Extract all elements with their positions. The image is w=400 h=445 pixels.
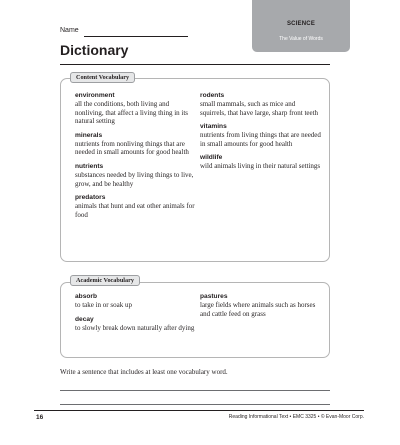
vocab-definition: animals that hunt and eat other animals for food — [75, 202, 195, 219]
vocab-entry — [75, 132, 195, 157]
vocab-definition: wild animals living in their natural settings — [200, 162, 321, 171]
page-number: 16 — [36, 414, 44, 421]
content-vocabulary-heading: Content Vocabulary — [70, 72, 135, 83]
vocab-term: environment — [75, 92, 115, 99]
vocab-definition: to take in or soak up — [75, 301, 132, 309]
name-label: Name — [60, 27, 79, 34]
academic-vocab-left-column — [75, 293, 195, 338]
writing-line[interactable] — [60, 404, 330, 405]
vocab-definition: large fields where animals such as horses and cattle feed on grass — [200, 301, 316, 318]
vocab-term: absorb — [75, 293, 97, 300]
vocab-entry — [200, 293, 322, 318]
academic-vocab-right-column — [200, 293, 322, 324]
vocab-term: nutrients — [75, 162, 104, 170]
vocab-entry — [200, 92, 322, 117]
name-line — [84, 36, 188, 37]
vocab-definition: to slowly break down naturally after dying — [75, 323, 195, 332]
vocab-entry — [200, 123, 322, 148]
writing-line[interactable] — [60, 390, 330, 391]
vocab-entry — [75, 194, 195, 219]
vocab-term: predators — [75, 194, 106, 202]
academic-vocabulary-heading: Academic Vocabulary — [70, 275, 140, 286]
vocab-entry — [75, 316, 195, 333]
lesson-subtitle: The Value of Words — [279, 36, 323, 42]
vocab-definition: nutrients from living things that are needed in small amounts for good health — [200, 131, 321, 148]
vocab-term: pastures — [200, 293, 228, 300]
vocab-term: decay — [75, 315, 94, 323]
vocab-term: vitamins — [200, 123, 227, 131]
subject-label: SCIENCE — [286, 21, 316, 27]
content-vocab-right-column — [200, 92, 322, 177]
vocab-term: wildlife — [200, 154, 223, 162]
vocab-definition: small mammals, such as mice and squirrels, that have large, sharp front teeth — [200, 100, 319, 117]
vocab-entry — [200, 154, 322, 171]
content-vocab-left-column — [75, 92, 195, 225]
footer-divider — [34, 410, 364, 411]
vocab-definition: all the conditions, both living and nonliving, that affect a living thing in its natural setting — [75, 100, 189, 126]
vocab-term: rodents — [200, 92, 225, 99]
vocab-term: minerals — [75, 131, 103, 139]
page-title: Dictionary — [60, 42, 129, 58]
writing-prompt: Write a sentence that includes at least one vocabulary word. — [60, 368, 228, 376]
title-divider — [60, 64, 330, 65]
vocab-definition: substances needed by living things to live, grow, and be healthy — [75, 170, 194, 188]
vocab-entry — [75, 163, 195, 188]
vocab-entry — [75, 92, 195, 126]
vocab-entry — [75, 293, 195, 310]
footer-credit: Reading Informational Text • EMC 3325 • © Evan-Moor Corp. — [228, 414, 364, 420]
vocab-definition: nutrients from nonliving things that are needed in small amounts for good health — [75, 139, 189, 157]
